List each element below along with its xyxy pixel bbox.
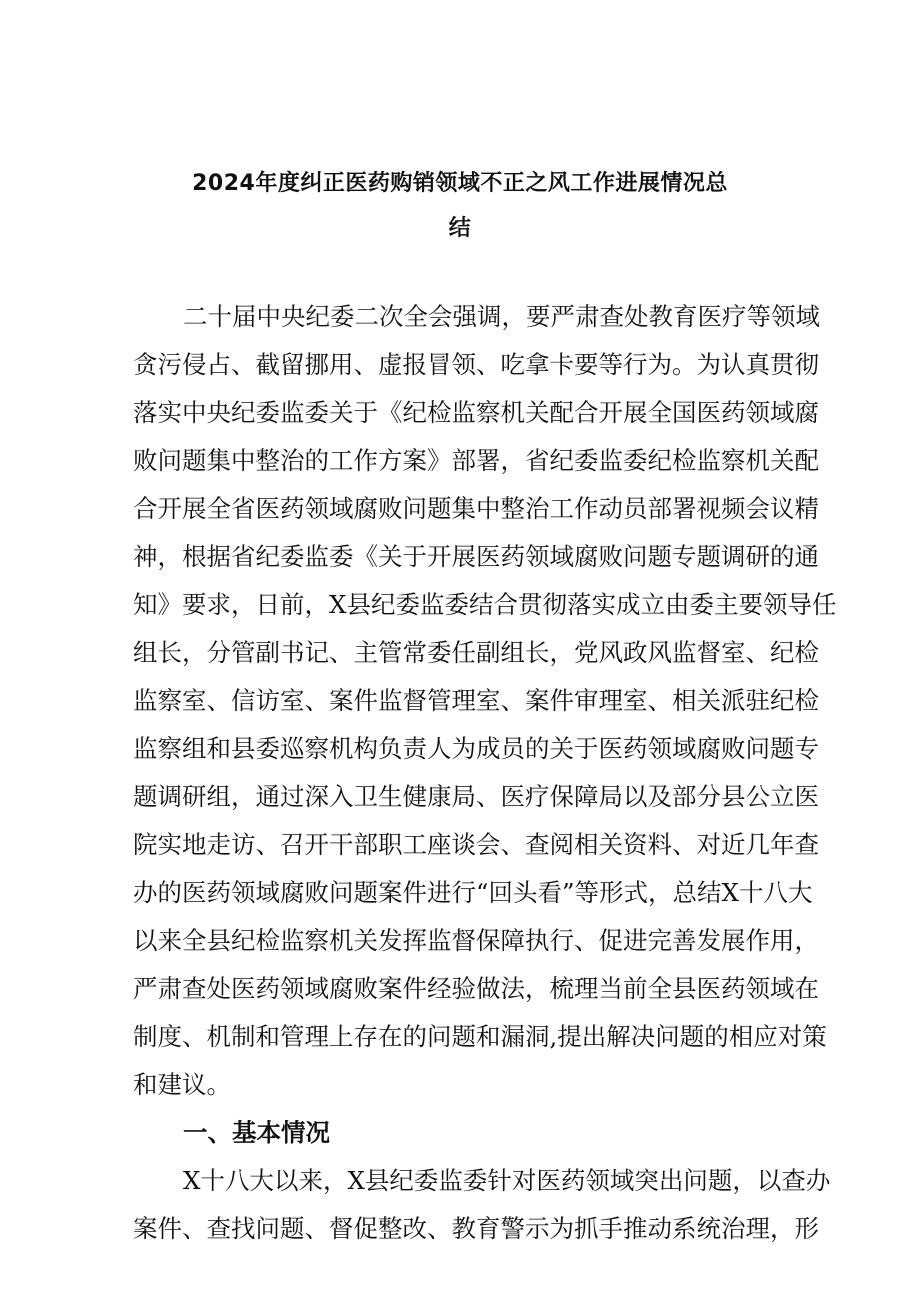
paragraph-1-line-7: 知》要求，日前，X县纪委监委结合贯彻落实成立由委主要领导任 [133,590,837,619]
paragraph-1-line-14: 以来全县纪检监察机关发挥监督保障执行、促进完善发展作用， [133,926,819,955]
paragraph-1-line-2: 贪污侵占、截留挪用、虚报冒领、吃拿卡要等行为。为认真贯彻 [133,350,819,379]
paragraph-1-line-4: 败问题集中整治的工作方案》部署，省纪委监委纪检监察机关配 [133,446,819,475]
paragraph-1-line-1: 二十届中央纪委二次全会强调，要严肃查处教育医疗等领域 [183,302,820,331]
document-title-line-1: 2024年度纠正医药购销领域不正之风工作进展情况总 [192,171,728,196]
paragraph-2-line-1: X十八大以来，X县纪委监委针对医药领域突出问题，以查办 [183,1166,831,1195]
paragraph-1-line-9: 监察室、信访室、案件监督管理室、案件审理室、相关派驻纪检 [133,686,819,715]
paragraph-1-line-8: 组长，分管副书记、主管常委任副组长，党风政风监督室、纪检 [133,638,819,667]
document-title-line-2: 结 [448,216,472,241]
paragraph-2-line-2: 案件、查找问题、督促整改、教育警示为抓手推动系统治理，形 [133,1214,819,1243]
paragraph-1-line-10: 监察组和县委巡察机构负责人为成员的关于医药领域腐败问题专 [133,734,819,763]
paragraph-1-line-15: 严肃查处医药领域腐败案件经验做法，梳理当前全县医药领域在 [133,974,819,1003]
paragraph-1-line-12: 院实地走访、召开干部职工座谈会、查阅相关资料、对近几年查 [133,830,819,859]
paragraph-1-line-16: 制度、机制和管理上存在的问题和漏洞,提出解决问题的相应对策 [133,1022,827,1051]
paragraph-1-line-13: 办的医药领域腐败问题案件进行“回头看”等形式，总结X十八大 [133,878,813,907]
paragraph-1-line-3: 落实中央纪委监委关于《纪检监察机关配合开展全国医药领域腐 [133,398,819,427]
paragraph-1-line-11: 题调研组，通过深入卫生健康局、医疗保障局以及部分县公立医 [133,782,819,811]
paragraph-1-line-17: 和建议。 [133,1070,231,1099]
paragraph-1-line-6: 神，根据省纪委监委《关于开展医药领域腐败问题专题调研的通 [133,542,819,571]
section-1-heading: 一、基本情况 [183,1118,330,1147]
paragraph-1-line-5: 合开展全省医药领域腐败问题集中整治工作动员部署视频会议精 [133,494,819,523]
